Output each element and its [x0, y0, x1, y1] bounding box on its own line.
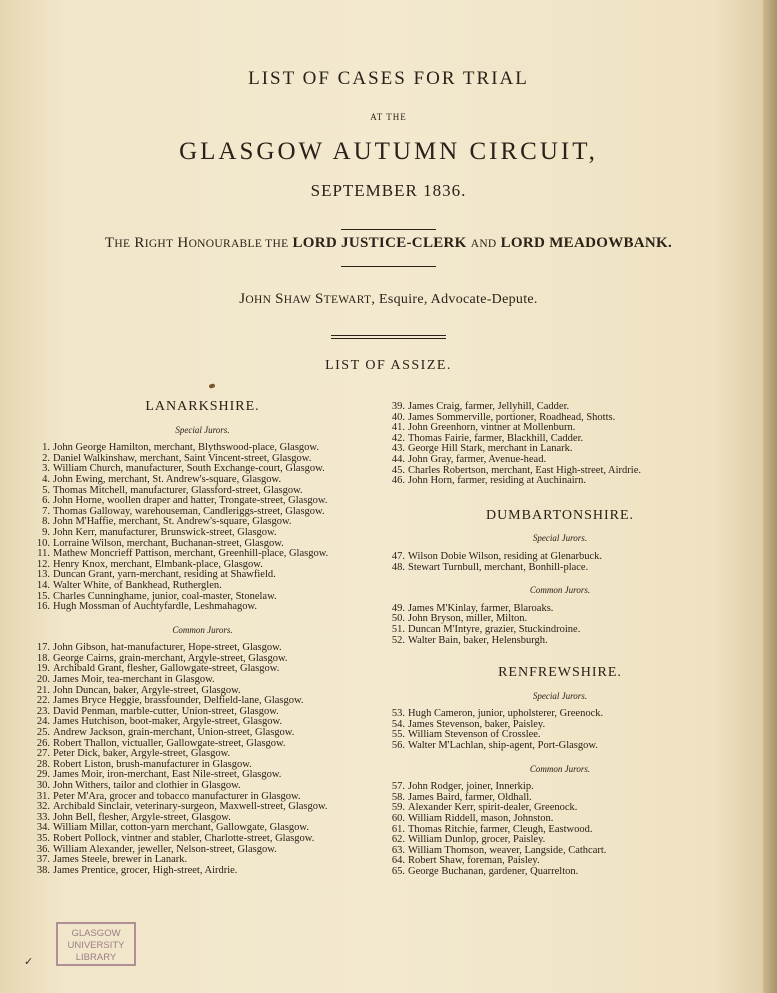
juror-number: 42. [391, 432, 405, 444]
juror-number: 27. [36, 748, 50, 760]
juror-number: 50. [391, 613, 405, 625]
circuit-title: GLASGOW AUTUMN CIRCUIT, [179, 138, 598, 165]
juror-name: Thomas Mitchell, manufacturer, Glassford-street, Glasgow. [53, 484, 303, 496]
juror-name: James Prentice, grocer, High-street, Airdrie. [53, 864, 238, 876]
juror-number: 24. [36, 716, 50, 728]
juror-number: 56. [391, 740, 405, 752]
ink-blot [209, 383, 216, 388]
juror-number: 60. [391, 813, 405, 825]
juror-name: Thomas Ritchie, farmer, Cleugh, Eastwood. [408, 823, 593, 835]
juror-number: 62. [391, 834, 405, 846]
juror-number: 18. [36, 652, 50, 664]
juror-name: Peter Dick, baker, Argyle-street, Glasgow. [53, 748, 231, 760]
juror-name: John Greenhorn, vintner at Mollenburn. [408, 422, 576, 434]
county-heading-lanarkshire: LANARKSHIRE. [145, 399, 260, 414]
juror-number: 59. [391, 802, 405, 814]
juror-name: Duncan M'Intyre, grazier, Stuckindroine. [408, 623, 581, 635]
special-jurors-label: Special Jurors. [175, 424, 230, 435]
juror-name: William Riddell, mason, Johnston. [408, 813, 554, 825]
juror-name: James Sommerville, portioner, Roadhead, Shotts. [408, 411, 616, 423]
juror-name: James Steele, brewer in Lanark. [53, 854, 188, 866]
juror-name: William Church, manufacturer, South Exchange-court, Glasgow. [53, 463, 325, 475]
juror-number: 65. [391, 866, 405, 877]
common-jurors-label: Common Jurors. [172, 624, 233, 635]
session-date: SEPTEMBER 1836. [310, 181, 467, 200]
juror-name: George Cairns, grain-merchant, Argyle-street, Glasgow. [53, 652, 288, 664]
juror-name: John Horne, woollen draper and hatter, Trongate-street, Glasgow. [53, 495, 328, 507]
juror-number: 5. [42, 484, 50, 496]
juror-number: 4. [42, 473, 50, 485]
juror-number: 37. [36, 854, 50, 866]
juror-name: John George Hamilton, merchant, Blythswood-place, Glasgow. [53, 442, 319, 454]
margin-tick-mark: ✓ [24, 955, 34, 968]
juror-name: James Stevenson, baker, Paisley. [408, 718, 546, 730]
juror-name: James Hutchison, boot-maker, Argyle-street, Glasgow. [53, 716, 283, 728]
juror-name: Robert Shaw, foreman, Paisley. [408, 855, 540, 867]
juror-number: 41. [391, 422, 405, 434]
juror-number: 54. [391, 718, 405, 730]
juror-entry [385, 867, 735, 878]
library-stamp: GLASGOW UNIVERSITY LIBRARY [56, 922, 136, 966]
juror-number: 63. [391, 844, 405, 856]
special-jurors-label: Special Jurors. [532, 533, 588, 544]
juror-number: 57. [391, 781, 405, 793]
juror-name: John Duncan, baker, Argyle-street, Glasgow. [53, 684, 241, 696]
juror-number: 13. [36, 569, 50, 581]
assize-heading: LIST OF ASSIZE. [325, 358, 452, 373]
juror-name: James Moir, iron-merchant, East Nile-street, Glasgow. [53, 769, 282, 781]
left-column [30, 399, 375, 876]
juror-name: John Rodger, joiner, Innerkip. [408, 781, 534, 793]
juror-number: 52. [391, 634, 405, 646]
juror-number: 9. [42, 526, 50, 538]
juror-number: 16. [36, 601, 50, 613]
juror-number: 46. [391, 475, 405, 487]
at-the-label: AT THE [370, 112, 407, 122]
juror-name: John Withers, tailor and clothier in Glasgow. [53, 780, 241, 791]
juror-name: John Horn, farmer, residing at Auchinairn. [408, 475, 587, 487]
juror-name: Thomas Fairie, farmer, Blackhill, Cadder. [408, 432, 584, 444]
juror-number: 1. [42, 442, 50, 454]
right-column [385, 402, 735, 878]
juror-name: Robert Pollock, vintner and stabler, Charlotte-street, Glasgow. [53, 832, 315, 844]
divider-rule [341, 229, 436, 230]
lanarkshire-common-list [30, 643, 375, 876]
juror-name: Henry Knox, merchant, Elmbank-place, Glasgow. [53, 558, 263, 570]
juror-number: 55. [391, 729, 405, 741]
juror-number: 36. [36, 843, 50, 855]
juror-name: Archibald Sinclair, veterinary-surgeon, Maxwell-street, Glasgow. [53, 801, 328, 813]
juror-name: Charles Robertson, merchant, East High-street, Airdrie. [408, 464, 641, 476]
juror-name: George Buchanan, gardener, Quarrelton. [408, 866, 579, 877]
juror-number: 49. [391, 602, 405, 614]
juror-number: 25. [36, 727, 50, 739]
juror-name: John Kerr, manufacturer, Brunswick-street, Glasgow. [53, 526, 277, 538]
juror-name: James Baird, farmer, Oldhall. [408, 791, 532, 803]
juror-name: Stewart Turnbull, merchant, Bonhill-place. [408, 561, 589, 573]
juror-entry [385, 476, 735, 487]
juror-entry [30, 602, 375, 613]
juror-name: James Bryce Heggie, brassfounder, Delfield-lane, Glasgow. [53, 695, 304, 707]
juror-number: 14. [36, 579, 50, 591]
lanarkshire-special-list [30, 443, 375, 613]
dumbartonshire-special-list [385, 552, 735, 573]
juror-number: 29. [36, 769, 50, 781]
juror-number: 40. [391, 411, 405, 423]
renfrewshire-common-list [385, 782, 735, 877]
juror-name: Charles Cunninghame, junior, coal-master, Stonelaw. [53, 590, 277, 602]
juror-number: 15. [36, 590, 50, 602]
juror-number: 7. [42, 505, 50, 517]
juror-number: 48. [391, 561, 405, 573]
juror-number: 32. [36, 801, 50, 813]
juror-entry [385, 741, 735, 752]
juror-name: Robert Liston, brush-manufacturer in Glasgow. [53, 758, 252, 770]
advocate-depute-line: JOHN SHAW STEWART, Esquire, Advocate-Depute. [239, 291, 538, 307]
juror-number: 38. [36, 864, 50, 876]
juror-number: 21. [36, 684, 50, 696]
juror-name: William Alexander, jeweller, Nelson-street, Glasgow. [53, 843, 277, 855]
juror-name: Hugh Mossman of Auchtyfardle, Leshmahagow. [53, 601, 258, 613]
common-jurors-label: Common Jurors. [529, 763, 591, 774]
juror-number: 22. [36, 695, 50, 707]
juror-name: John Ewing, merchant, St. Andrew's-square, Glasgow. [53, 473, 282, 485]
juror-name: William Thomson, weaver, Langside, Cathcart. [408, 844, 607, 856]
juror-number: 20. [36, 674, 50, 686]
dumbartonshire-common-list [385, 604, 735, 646]
juror-number: 47. [391, 550, 405, 562]
juror-name: Hugh Cameron, junior, upholsterer, Greenock. [408, 708, 604, 720]
juror-number: 35. [36, 832, 50, 844]
juror-name: William Dunlop, grocer, Paisley. [408, 834, 546, 846]
lanarkshire-continued-list [385, 402, 735, 487]
juror-name: John M'Haffie, merchant, St. Andrew's-square, Glasgow. [53, 516, 292, 528]
juror-name: Walter M'Lachlan, ship-agent, Port-Glasgow. [408, 740, 598, 752]
juror-name: Daniel Walkinshaw, merchant, Saint Vincent-street, Glasgow. [53, 452, 312, 464]
judge-lord-justice-clerk: LORD JUSTICE-CLERK [292, 235, 467, 251]
judge-lord-meadowbank: LORD MEADOWBANK. [500, 235, 673, 251]
juror-number: 23. [36, 705, 50, 717]
juror-number: 31. [36, 790, 50, 802]
juror-name: Wilson Dobie Wilson, residing at Glenarbuck. [408, 550, 603, 562]
juror-name: John Gibson, hat-manufacturer, Hope-street, Glasgow. [53, 642, 282, 654]
juror-name: Lorraine Wilson, merchant, Buchanan-street, Glasgow. [53, 537, 284, 549]
divider-rule [341, 266, 436, 267]
juror-entry [30, 866, 375, 877]
juror-name: William Millar, cotton-yarn merchant, Gallowgate, Glasgow. [53, 822, 309, 834]
juror-name: John Bell, flesher, Argyle-street, Glasgow. [53, 811, 231, 823]
juror-name: James Moir, tea-merchant in Glasgow. [53, 674, 215, 686]
juror-number: 43. [391, 443, 405, 455]
juror-name: James M'Kinlay, farmer, Blaroaks. [408, 602, 554, 614]
juror-name: Walter White, of Bankhead, Rutherglen. [53, 579, 222, 591]
juror-entry [385, 636, 735, 647]
juror-number: 44. [391, 453, 405, 465]
juror-name: Archibald Grant, flesher, Gallowgate-street, Glasgow. [53, 663, 280, 675]
juror-number: 12. [36, 558, 50, 570]
juror-number: 51. [391, 623, 405, 635]
juror-number: 10. [36, 537, 50, 549]
juror-number: 58. [391, 791, 405, 803]
juror-name: Walter Bain, baker, Helensburgh. [408, 634, 548, 646]
juror-name: John Gray, farmer, Avenue-head. [408, 453, 547, 465]
juror-name: Mathew Moncrieff Pattison, merchant, Greenhill-place, Glasgow. [53, 548, 329, 560]
juror-name: Duncan Grant, yarn-merchant, residing at Shawfield. [53, 569, 276, 581]
county-heading-renfrewshire: RENFREWSHIRE. [498, 665, 622, 681]
juror-name: George Hill Stark, merchant in Lanark. [408, 443, 573, 455]
juror-number: 61. [391, 823, 405, 835]
juror-number: 2. [42, 452, 50, 464]
juror-number: 3. [42, 463, 50, 475]
juror-name: Andrew Jackson, grain-merchant, Union-street, Glasgow. [53, 727, 295, 739]
juror-name: Robert Thallon, victualler, Gallowgate-street, Glasgow. [53, 737, 286, 749]
juror-number: 17. [36, 642, 50, 654]
juror-entry [385, 563, 735, 574]
juror-name: William Stevenson of Crosslee. [408, 729, 541, 741]
document-title: LIST OF CASES FOR TRIAL [248, 68, 529, 89]
common-jurors-label: Common Jurors. [529, 585, 591, 596]
double-rule [331, 335, 446, 339]
juror-name: James Craig, farmer, Jellyhill, Cadder. [408, 401, 570, 412]
juror-number: 30. [36, 780, 50, 791]
juror-number: 34. [36, 822, 50, 834]
juror-number: 26. [36, 737, 50, 749]
juror-number: 45. [391, 464, 405, 476]
juror-number: 6. [42, 495, 50, 507]
juror-number: 39. [391, 401, 405, 412]
juror-name: Alexander Kerr, spirit-dealer, Greenock. [408, 802, 578, 814]
county-heading-dumbartonshire: DUMBARTONSHIRE. [485, 507, 635, 523]
juror-number: 28. [36, 758, 50, 770]
juror-number: 11. [37, 548, 50, 560]
juror-name: David Penman, marble-cutter, Union-street, Glasgow. [53, 705, 279, 717]
special-jurors-label: Special Jurors. [532, 690, 588, 701]
juror-number: 53. [391, 708, 405, 720]
juror-number: 64. [391, 855, 405, 867]
juror-number: 33. [36, 811, 50, 823]
juror-number: 19. [36, 663, 50, 675]
juror-number: 8. [42, 516, 50, 528]
juror-name: Peter M'Ara, grocer and tobacco manufacturer in Glasgow. [53, 790, 301, 802]
renfrewshire-special-list [385, 709, 735, 751]
juror-name: John Bryson, miller, Milton. [408, 613, 528, 625]
juror-name: Thomas Galloway, warehouseman, Candleriggs-street, Glasgow. [53, 505, 325, 517]
judges-line: THE RIGHT HONOURABLE THE LORD JUSTICE-CLERK AND LORD MEADOWBANK. [104, 235, 673, 251]
